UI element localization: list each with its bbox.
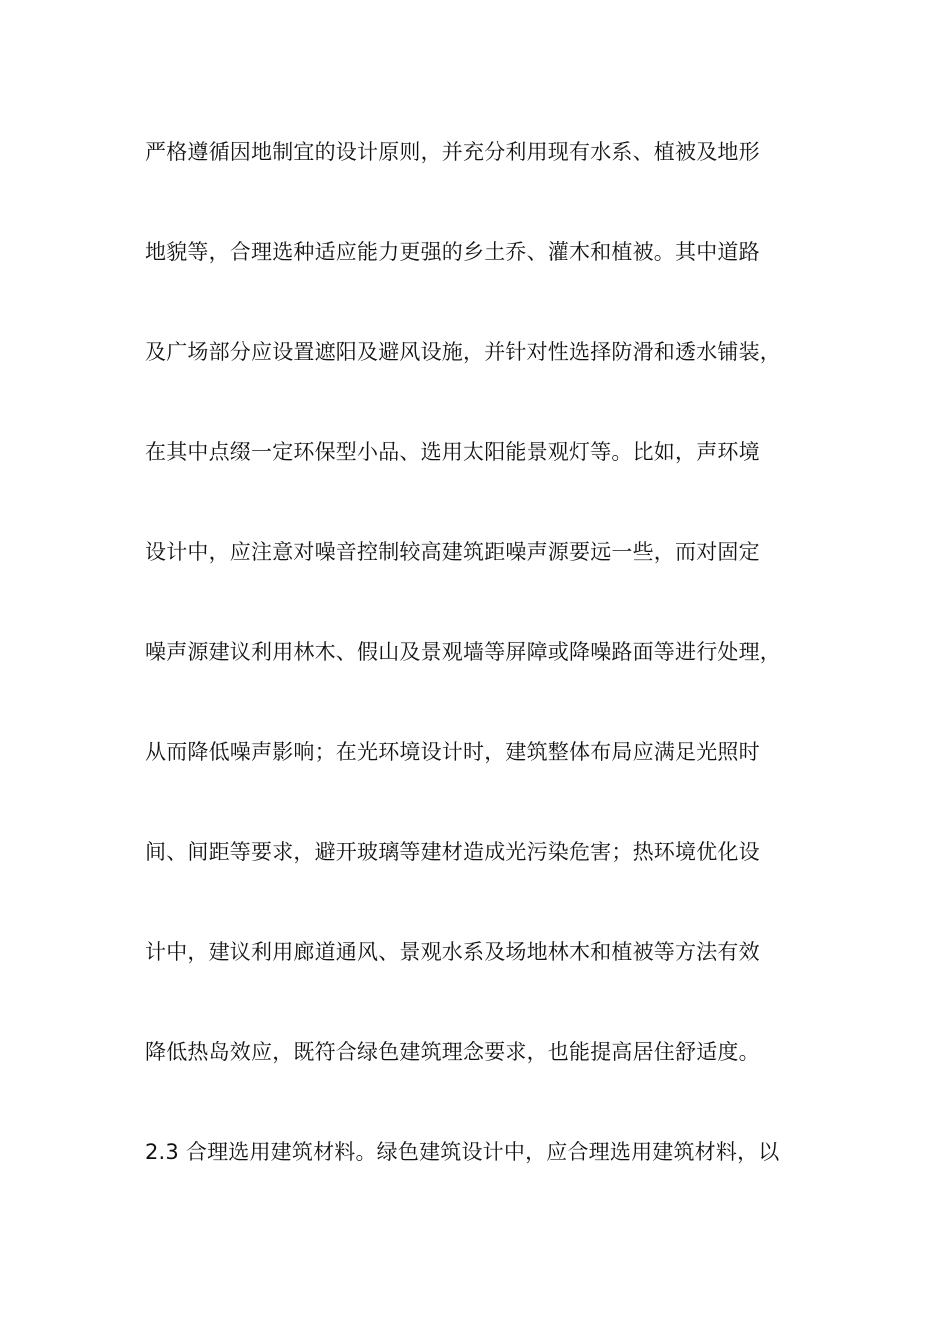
body-text: [145, 132, 825, 1232]
text-line: 地貌等，合理选种适应能力更强的乡土乔、灌木和植被。其中道路: [145, 240, 760, 264]
text-line: 严格遵循因地制宜的设计原则，并充分利用现有水系、植被及地形: [145, 140, 760, 164]
text-line: 计中，建议利用廊道通风、景观水系及场地林木和植被等方法有效: [145, 940, 760, 964]
text-line: 从而降低噪声影响；在光环境设计时，建筑整体布局应满足光照时: [145, 740, 760, 764]
text-line: 设计中，应注意对噪音控制较高建筑距噪声源要远一些，而对固定: [145, 540, 760, 564]
text-line: 降低热岛效应，既符合绿色建筑理念要求，也能提高居住舒适度。: [145, 1040, 760, 1064]
text-line: 噪声源建议利用林木、假山及景观墙等屏障或降噪路面等进行处理，: [145, 640, 781, 664]
text-line: 及广场部分应设置遮阳及避风设施，并针对性选择防滑和透水铺装，: [145, 340, 781, 364]
text-line: 间、间距等要求，避开玻璃等建材造成光污染危害；热环境优化设: [145, 840, 760, 864]
text-line: 在其中点缀一定环保型小品、选用太阳能景观灯等。比如，声环境: [145, 440, 760, 464]
section-heading-line: 2.3 合理选用建筑材料。绿色建筑设计中，应合理选用建筑材料，以: [145, 1140, 780, 1164]
